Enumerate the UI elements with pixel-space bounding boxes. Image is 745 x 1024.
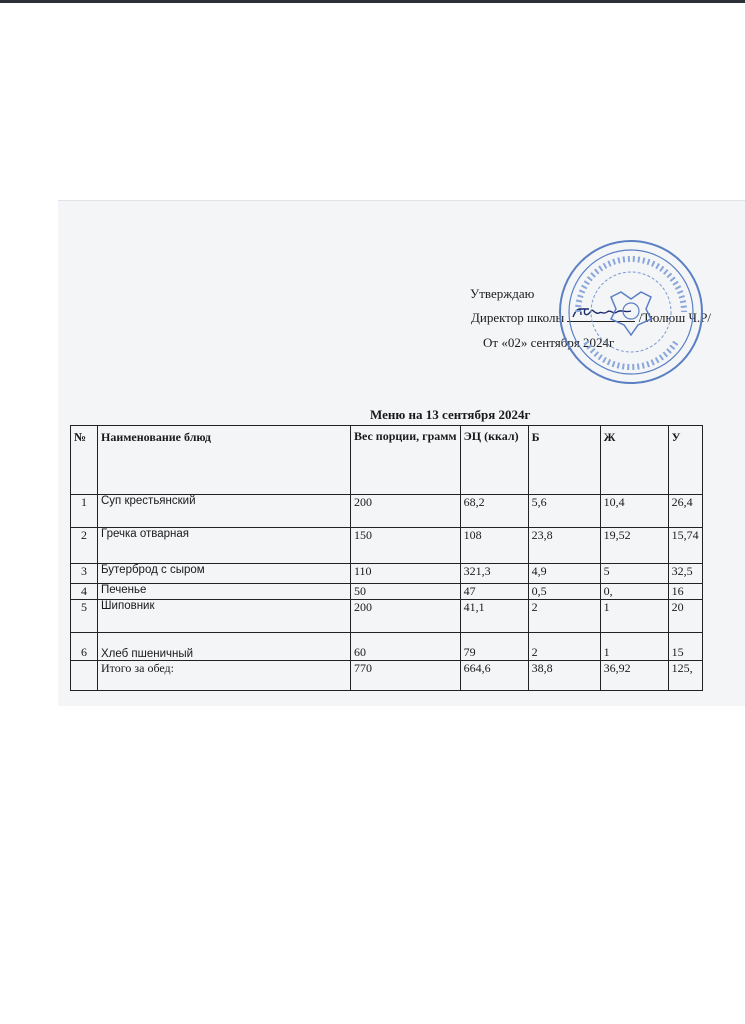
row-no: 4 [71,584,98,600]
row-name: Шиповник [98,600,351,633]
row-no: 1 [71,495,98,528]
school-seal-icon [556,237,706,387]
row-b: 0,5 [528,584,600,600]
row-weight: 200 [351,495,461,528]
row-kcal: 79 [460,633,528,661]
row-u: 20 [668,600,702,633]
total-kcal: 664,6 [460,661,528,691]
row-no: 5 [71,600,98,633]
row-b: 4,9 [528,564,600,584]
row-u: 26,4 [668,495,702,528]
row-zh: 10,4 [600,495,668,528]
row-name: Суп крестьянский [98,495,351,528]
col-weight-header: Вес порции, грамм [351,426,461,495]
table-row [71,495,703,528]
menu-table [70,425,703,691]
row-weight: 110 [351,564,461,584]
row-zh: 19,52 [600,528,668,564]
col-zh-header: Ж [600,426,668,495]
row-u: 16 [668,584,702,600]
row-u: 15,74 [668,528,702,564]
col-u-header: У [668,426,702,495]
row-weight: 50 [351,584,461,600]
col-no-header: № [71,426,98,495]
table-row [71,564,703,584]
table-row [71,584,703,600]
total-weight: 770 [351,661,461,691]
col-kcal-header: ЭЦ (ккал) [460,426,528,495]
approval-date: От «02» сентября 2024г [483,335,615,350]
total-no [71,661,98,691]
row-name: Хлеб пшеничный [98,633,351,661]
row-zh: 0, [600,584,668,600]
director-prefix: Директор школы [471,310,565,325]
total-b: 38,8 [528,661,600,691]
row-b: 5,6 [528,495,600,528]
row-kcal: 108 [460,528,528,564]
approve-label: Утверждаю [470,286,535,301]
row-no: 3 [71,564,98,584]
menu-title: Меню на 13 сентября 2024г [370,407,531,422]
row-name: Бутерброд с сыром [98,564,351,584]
table-row [71,528,703,564]
scan-top-edge [0,0,745,3]
row-no: 2 [71,528,98,564]
total-zh: 36,92 [600,661,668,691]
row-kcal: 47 [460,584,528,600]
row-kcal: 68,2 [460,495,528,528]
table-row [71,633,703,661]
row-u: 32,5 [668,564,702,584]
row-zh: 5 [600,564,668,584]
row-kcal: 321,3 [460,564,528,584]
row-weight: 150 [351,528,461,564]
row-zh: 1 [600,600,668,633]
row-weight: 200 [351,600,461,633]
row-name: Гречка отварная [98,528,351,564]
row-kcal: 41,1 [460,600,528,633]
total-row [71,661,703,691]
table-header-row [71,426,703,495]
row-b: 2 [528,633,600,661]
row-weight: 60 [351,633,461,661]
total-u: 125, [668,661,702,691]
total-label: Итого за обед: [98,661,351,691]
table-row [71,600,703,633]
row-name: Печенье [98,584,351,600]
row-zh: 1 [600,633,668,661]
row-b: 2 [528,600,600,633]
row-b: 23,8 [528,528,600,564]
row-no: 6 [71,633,98,661]
col-b-header: Б [528,426,600,495]
row-u: 15 [668,633,702,661]
col-name-header: Наименование блюд [98,426,351,495]
director-name: /Тюлюш Ч.Р/ [638,310,712,325]
